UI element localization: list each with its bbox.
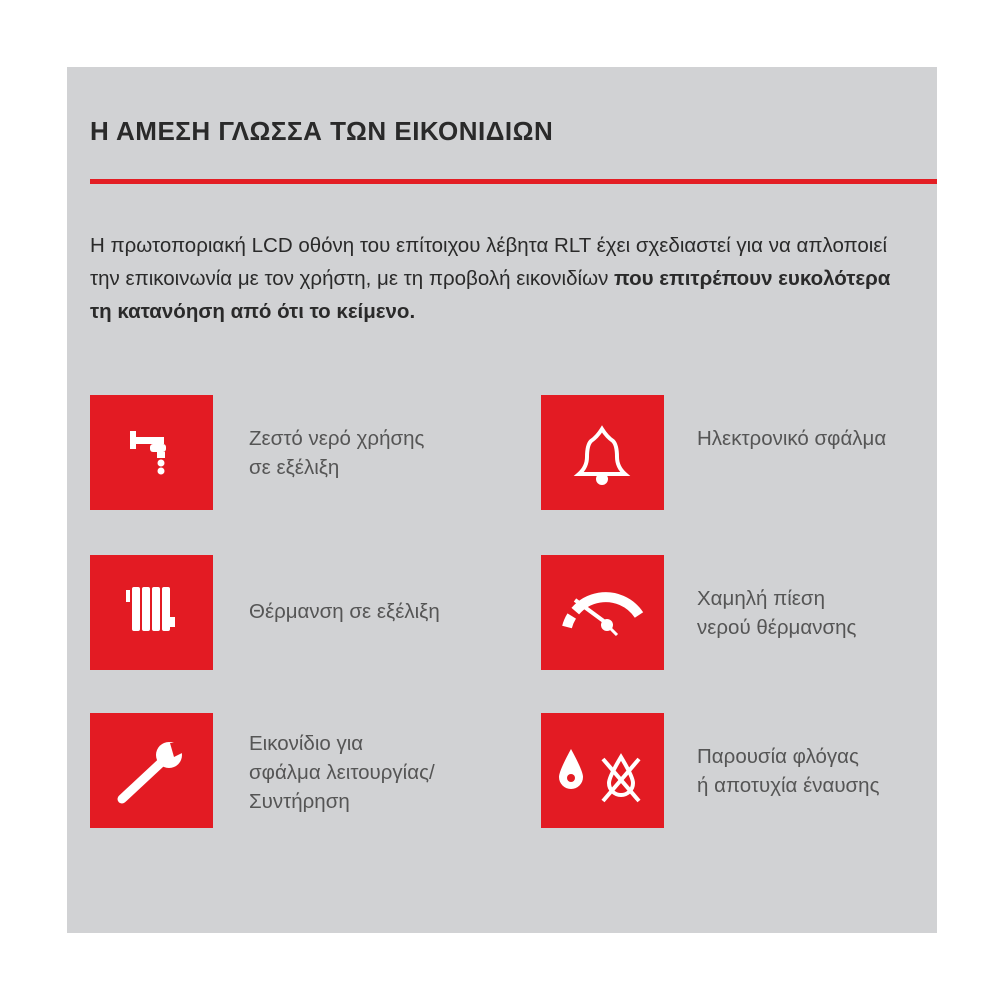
label-electronic-error: Ηλεκτρονικό σφάλμα: [697, 427, 887, 450]
label-flame: Παρουσία φλόγας ή αποτυχία έναυσης: [697, 745, 880, 797]
divider: [90, 179, 937, 184]
wrench-icon: [90, 713, 213, 828]
pressure-gauge-icon: [541, 555, 664, 670]
radiator-icon: [90, 555, 213, 670]
page-title: Η ΑΜΕΣΗ ΓΛΩΣΣΑ ΤΩΝ ΕΙΚΟΝΙΔΙΩΝ: [90, 116, 554, 146]
label-hot-water: Ζεστό νερό χρήσης σε εξέλιξη: [249, 427, 425, 479]
bell-icon: [541, 395, 664, 510]
tap-icon: [90, 395, 213, 510]
label-low-pressure: Χαμηλή πίεση νερού θέρμανσης: [697, 587, 857, 639]
flame-icon: [541, 713, 664, 828]
intro-text: [90, 229, 910, 328]
label-maintenance: Εικονίδιο για σφάλμα λειτουργίας/ Συντήρηση: [249, 732, 435, 813]
label-heating: Θέρμανση σε εξέλιξη: [249, 600, 440, 623]
intro-bold: που επιτρέπουν ευκολότερα τη κατανόηση από ότι το κείμενο.: [90, 267, 891, 323]
intro-normal: Η πρωτοποριακή LCD οθόνη του επίτοιχου λέβητα RLT έχει σχεδιαστεί για να απλοποιεί την επικοινωνία με τον χρήστη, με τη προβολή εικονιδίων: [90, 234, 888, 290]
